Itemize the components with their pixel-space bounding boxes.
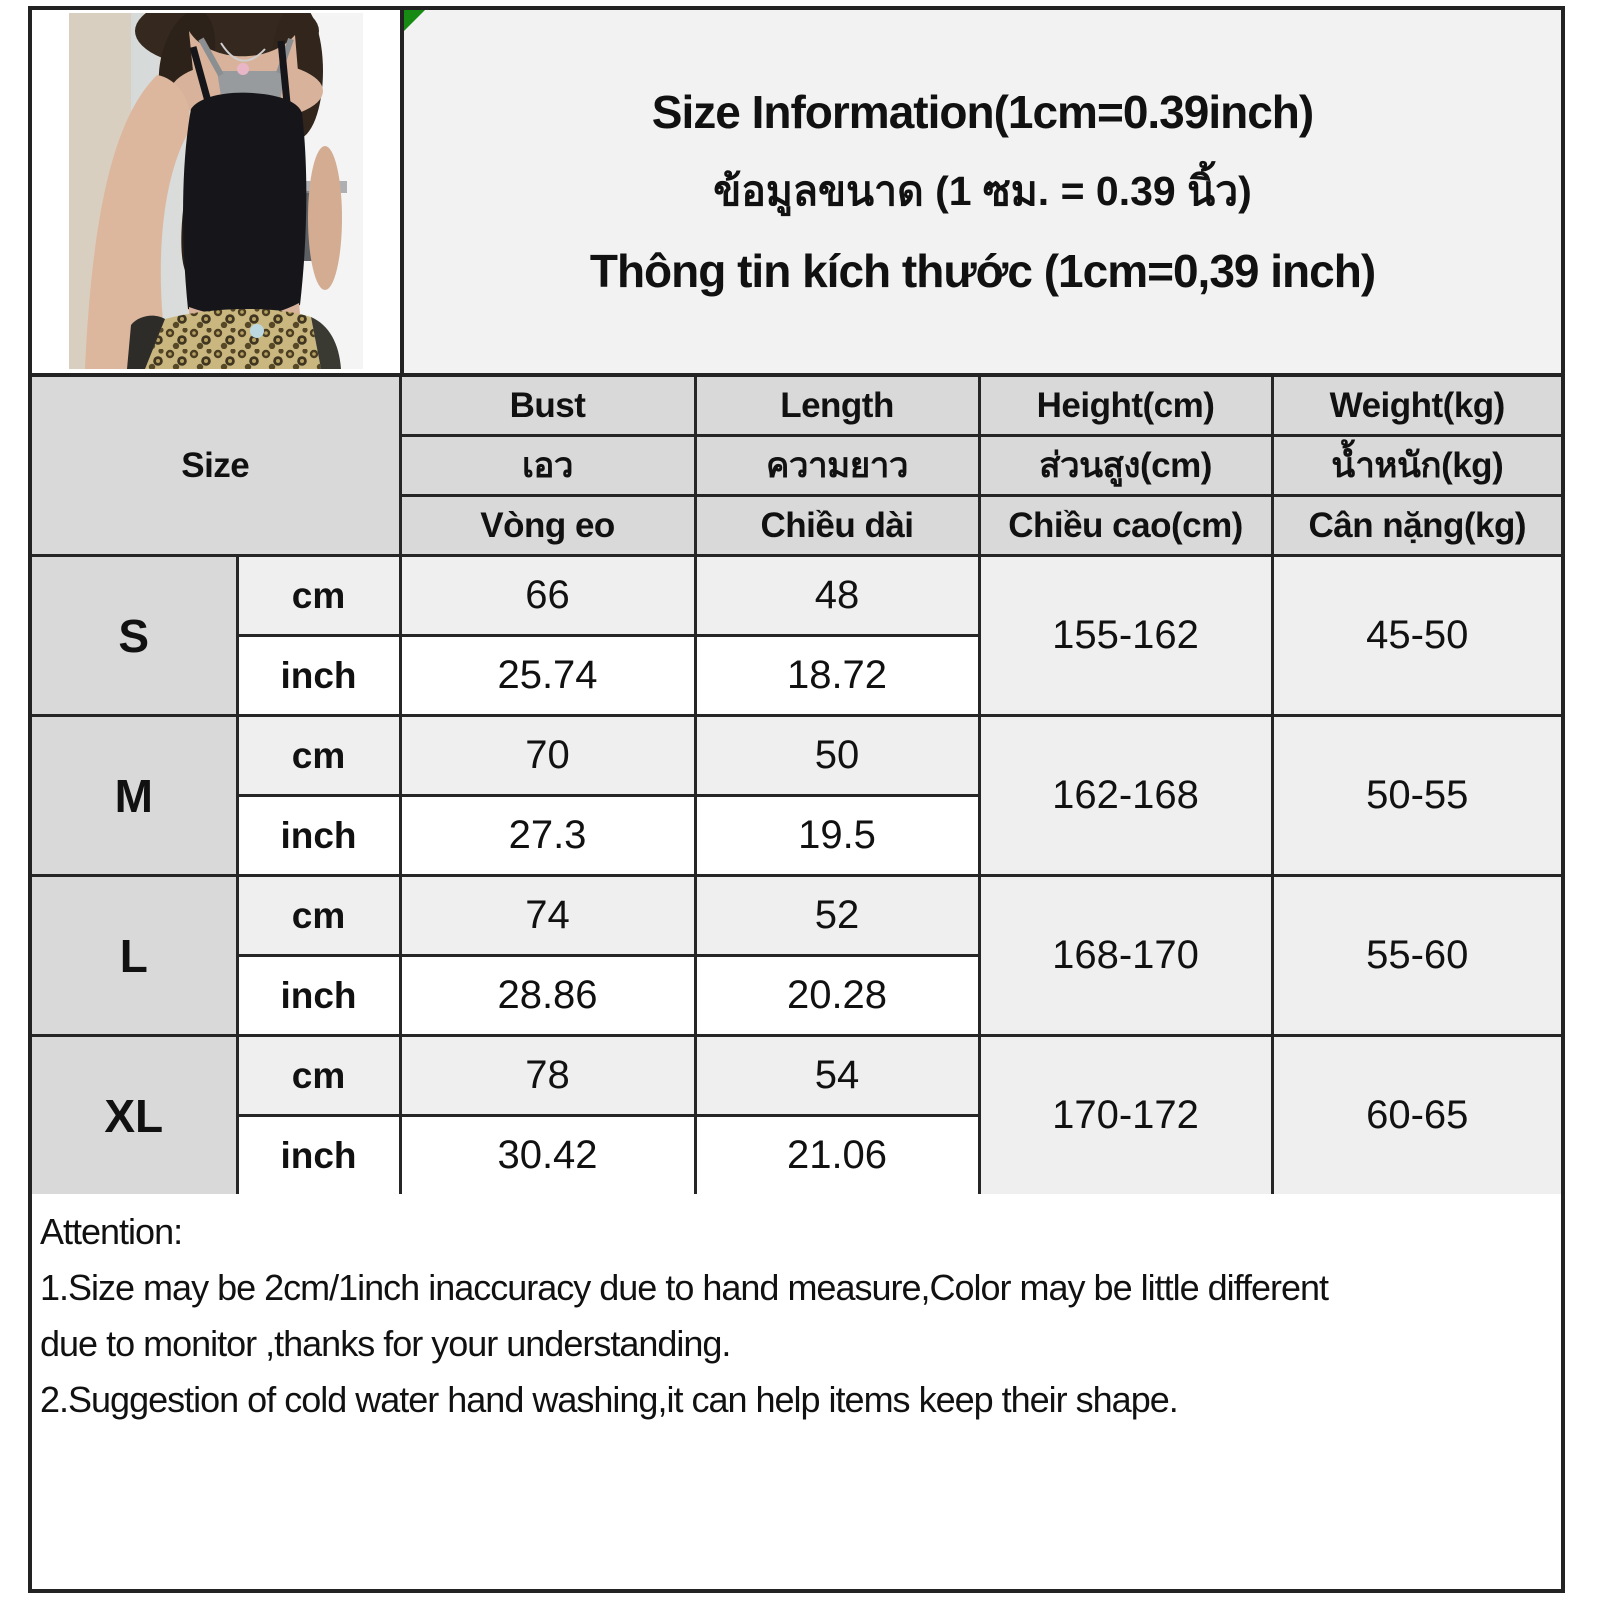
size-xl-label: XL: [32, 1036, 237, 1195]
attention-line-2: due to monitor ,thanks for your understanding.: [40, 1323, 731, 1365]
attention-line-1: 1.Size may be 2cm/1inch inaccuracy due to hand measure,Color may be little different: [40, 1267, 1329, 1309]
product-photo: [69, 13, 363, 369]
product-photo-cell: [32, 10, 404, 373]
unit-inch-l: inch: [237, 956, 400, 1036]
unit-cm-s: cm: [237, 556, 400, 636]
size-info-title-en: Size Information(1cm=0.39inch): [651, 86, 1314, 138]
header-weight-th: น้ำหนัก(kg): [1272, 436, 1561, 496]
unit-cm-l: cm: [237, 876, 400, 956]
length-cm-xl: 54: [695, 1036, 979, 1116]
header-height-vi: Chiều cao(cm): [979, 496, 1272, 556]
bust-cm-m: 70: [400, 716, 695, 796]
weight-range-l: 55-60: [1272, 876, 1561, 1036]
length-inch-l: 20.28: [695, 956, 979, 1036]
height-range-xl: 170-172: [979, 1036, 1272, 1195]
weight-range-xl: 60-65: [1272, 1036, 1561, 1195]
bust-cm-s: 66: [400, 556, 695, 636]
attention-line-3: 2.Suggestion of cold water hand washing,it can help items keep their shape.: [40, 1379, 1178, 1421]
size-m-label: M: [32, 716, 237, 876]
unit-inch-m: inch: [237, 796, 400, 876]
bust-inch-s: 25.74: [400, 636, 695, 716]
size-l-label: L: [32, 876, 237, 1036]
length-cm-l: 52: [695, 876, 979, 956]
header-length-vi: Chiều dài: [695, 496, 979, 556]
weight-range-s: 45-50: [1272, 556, 1561, 716]
size-s-label: S: [32, 556, 237, 716]
size-table: [32, 377, 1561, 1194]
header-bust-vi: Vòng eo: [400, 496, 695, 556]
height-range-m: 162-168: [979, 716, 1272, 876]
header-length-th: ความยาว: [695, 436, 979, 496]
bust-cm-l: 74: [400, 876, 695, 956]
unit-inch-xl: inch: [237, 1116, 400, 1195]
attention-heading: Attention:: [40, 1211, 183, 1252]
bust-inch-xl: 30.42: [400, 1116, 695, 1195]
green-corner-marker-icon: [404, 10, 425, 31]
bust-cm-xl: 78: [400, 1036, 695, 1116]
header-bust-th: เอว: [400, 436, 695, 496]
unit-cm-xl: cm: [237, 1036, 400, 1116]
bust-inch-l: 28.86: [400, 956, 695, 1036]
height-range-s: 155-162: [979, 556, 1272, 716]
header-weight-vi: Cân nặng(kg): [1272, 496, 1561, 556]
length-inch-xl: 21.06: [695, 1116, 979, 1195]
height-range-l: 168-170: [979, 876, 1272, 1036]
size-info-title-vi: Thông tin kích thước (1cm=0,39 inch): [589, 245, 1376, 297]
header-weight-en: Weight(kg): [1272, 377, 1561, 436]
header-height-en: Height(cm): [979, 377, 1272, 436]
length-cm-m: 50: [695, 716, 979, 796]
unit-cm-m: cm: [237, 716, 400, 796]
attention-note: [32, 1194, 1561, 1589]
header-length-en: Length: [695, 377, 979, 436]
top-section: [32, 10, 1561, 377]
size-info-title-block: [404, 10, 1561, 373]
length-inch-m: 19.5: [695, 796, 979, 876]
header-bust-en: Bust: [400, 377, 695, 436]
size-chart-sheet: [28, 6, 1565, 1593]
size-column-header: Size: [32, 377, 400, 556]
length-inch-s: 18.72: [695, 636, 979, 716]
unit-inch-s: inch: [237, 636, 400, 716]
length-cm-s: 48: [695, 556, 979, 636]
size-info-title-th: ข้อมูลขนาด (1 ซม. = 0.39 นิ้ว): [713, 168, 1252, 214]
header-height-th: ส่วนสูง(cm): [979, 436, 1272, 496]
weight-range-m: 50-55: [1272, 716, 1561, 876]
bust-inch-m: 27.3: [400, 796, 695, 876]
